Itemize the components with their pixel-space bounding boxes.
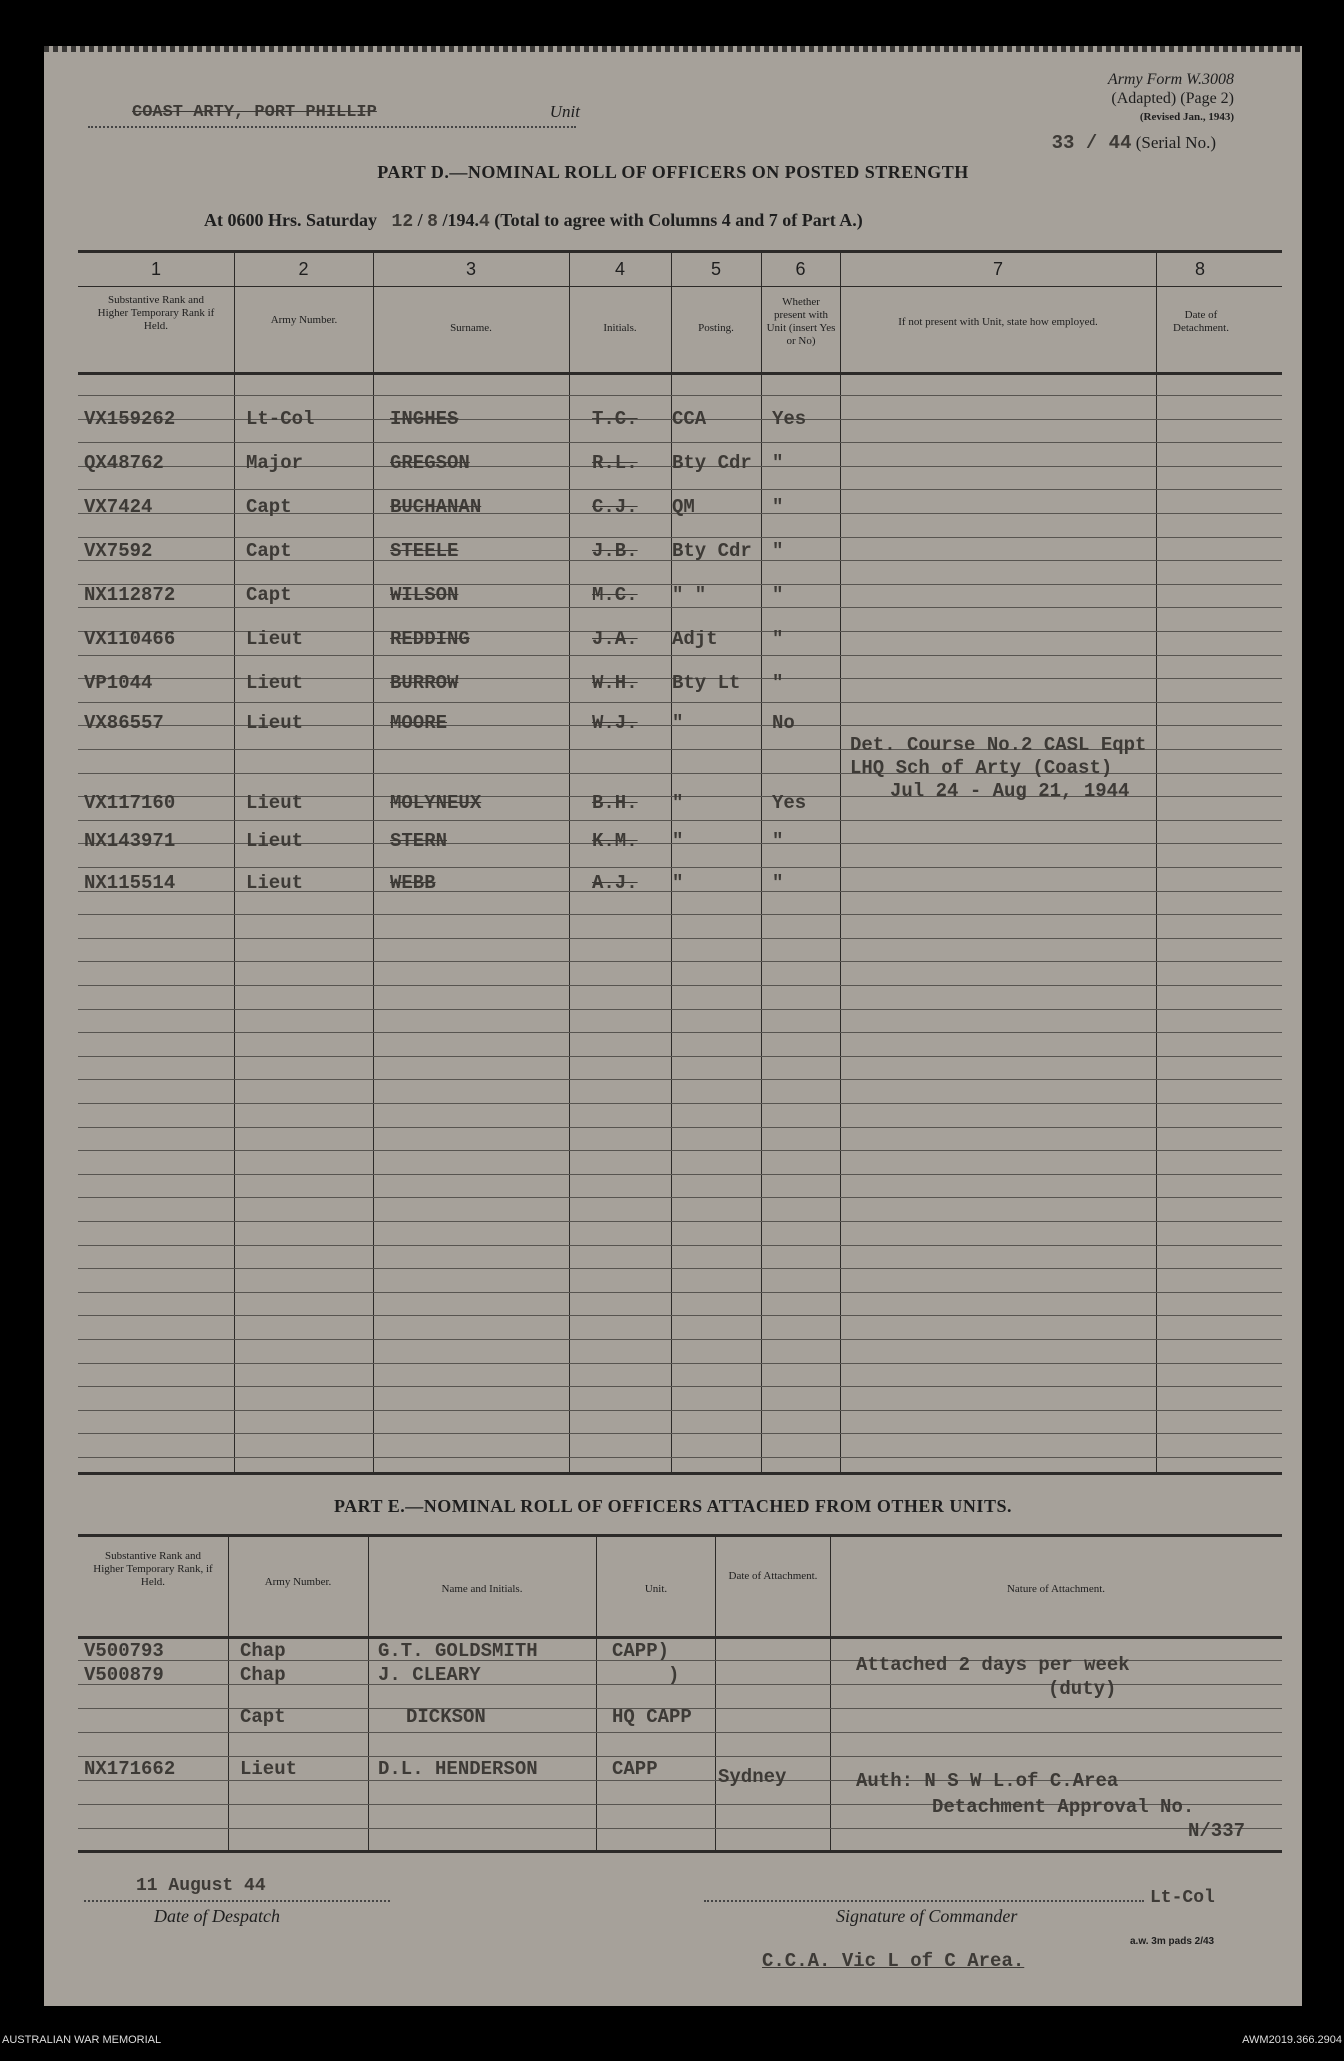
part-e-table: [44, 46, 1302, 1946]
col-2-header: Army Number.: [270, 314, 338, 326]
cell-rank: Lieut: [246, 628, 304, 650]
cell-rank: Chap: [240, 1664, 286, 1686]
cell-unit: HQ CAPP: [612, 1706, 692, 1728]
cell-name: G.T. GOLDSMITH: [378, 1640, 538, 1662]
commander-rank: Lt-Col: [1150, 1888, 1215, 1908]
henderson-note-line-1: Auth: N S W L.of C.Area: [856, 1770, 1119, 1792]
col-1-number: 1: [150, 259, 161, 279]
col-2-number: 2: [298, 259, 309, 279]
cell-posting: QM: [672, 496, 695, 518]
part-e-title: PART E.—NOMINAL ROLL OF OFFICERS ATTACHED FROM OTHER UNITS.: [334, 1496, 1012, 1516]
cell-posting: Bty Cdr: [672, 452, 752, 474]
cell-posting: " ": [672, 584, 707, 606]
cell-posting: CCA: [672, 408, 707, 430]
cell-posting: ": [672, 712, 684, 734]
col-3-header: Surname.: [450, 322, 492, 334]
cell-posting: ": [672, 872, 684, 894]
chap-note-line-2: (duty): [1048, 1678, 1117, 1700]
col-7-number: 7: [992, 259, 1003, 279]
cell-initials: M.C.: [592, 584, 638, 606]
cell-posting: ": [672, 792, 684, 814]
cell-number: VX86557: [84, 712, 164, 734]
cell-posting: Adjt: [672, 628, 718, 650]
cell-number: QX48762: [84, 452, 164, 474]
signature-line: [704, 1898, 1144, 1902]
cell-present: ": [772, 628, 784, 650]
col-7-header: If not present with Unit, state how employed.: [898, 316, 1098, 328]
cell-number: VX7424: [84, 496, 153, 518]
ruled-line: [78, 1756, 1282, 1757]
col-5-header: Posting.: [698, 322, 734, 334]
year-prefix: /194.: [442, 210, 479, 230]
serial-value: 33 / 44: [1051, 132, 1132, 154]
cell-unit: CAPP: [612, 1758, 658, 1780]
cell-number: NX143971: [84, 830, 176, 852]
cell-number: VX110466: [84, 628, 176, 650]
cell-rank: Capt: [240, 1706, 286, 1728]
cell-initials: K.M.: [592, 830, 638, 852]
cell-initials: T.C.: [592, 408, 638, 430]
cell-posting: Bty Cdr: [672, 540, 752, 562]
col-4-number: 4: [614, 259, 625, 279]
moore-note-line-3: Jul 24 - Aug 21, 1944: [890, 780, 1130, 802]
cell-unit: CAPP): [612, 1640, 670, 1662]
col-3-number: 3: [465, 259, 476, 279]
cell-rank: Chap: [240, 1640, 286, 1662]
cell-rank: Lieut: [246, 712, 304, 734]
col-5-number: 5: [710, 259, 721, 279]
cell-present: ": [772, 584, 784, 606]
cell-present: No: [772, 712, 795, 734]
cell-number: VP1044: [84, 672, 153, 694]
e-col-4-header: Unit.: [644, 1583, 668, 1595]
cell-surname: STERN: [390, 830, 448, 852]
cell-rank: Lieut: [246, 830, 304, 852]
cell-present: ": [772, 672, 784, 694]
part-d-date-line: At 0600 Hrs. Saturday 12 / 8 /194.4 (Total to agree with Columns 4 and 7 of Part A.): [204, 210, 863, 232]
cell-initials: A.J.: [592, 872, 638, 894]
cell-present: ": [772, 830, 784, 852]
cell-surname: WEBB: [390, 872, 436, 894]
form-title: Army Form W.3008: [1107, 71, 1234, 88]
e-col-3-header: Name and Initials.: [441, 1583, 523, 1595]
at-prefix: At 0600 Hrs. Saturday: [204, 210, 378, 230]
despatch-line: [84, 1898, 390, 1902]
cell-rank: Capt: [246, 496, 292, 518]
month-value: 8: [427, 212, 438, 232]
form-sheet: [44, 46, 1302, 2006]
cell-number: V500879: [84, 1664, 164, 1686]
henderson-note-line-3: N/337: [1188, 1820, 1246, 1842]
cell-surname: BUCHANAN: [390, 496, 482, 518]
cell-initials: J.B.: [592, 540, 638, 562]
cell-posting: Bty Lt: [672, 672, 741, 694]
ruled-line: [78, 1732, 1282, 1733]
col-8-number: 8: [1194, 259, 1205, 279]
print-code: a.w. 3m pads 2/43: [1130, 1936, 1215, 1947]
at-suffix: (Total to agree with Columns 4 and 7 of Part A.): [494, 210, 863, 230]
year-digit: 4: [478, 212, 490, 232]
cell-name: J. CLEARY: [378, 1664, 481, 1686]
cell-present: Yes: [772, 408, 807, 430]
cell-number: VX7592: [84, 540, 153, 562]
col-1-header: Substantive Rank and Higher Temporary Rank if Held.: [97, 294, 215, 332]
cell-surname: STEELE: [390, 540, 459, 562]
e-col-2-header: Army Number.: [264, 1576, 332, 1588]
day-value: 12: [391, 212, 414, 232]
cell-number: NX115514: [84, 872, 176, 894]
cell-name: DICKSON: [406, 1706, 486, 1728]
cell-surname: GREGSON: [390, 452, 470, 474]
cell-present: ": [772, 540, 784, 562]
unit-value: COAST ARTY, PORT PHILLIP: [132, 103, 377, 122]
henderson-note-line-2: Detachment Approval No.: [932, 1796, 1195, 1818]
chap-note-line-1: Attached 2 days per week: [856, 1654, 1130, 1676]
col-6-number: 6: [795, 259, 806, 279]
cell-present: ": [772, 496, 784, 518]
col-4-header: Initials.: [603, 322, 637, 334]
cell-initials: C.J.: [592, 496, 638, 518]
cell-surname: MOORE: [390, 712, 448, 734]
form-revised: (Revised Jan., 1943): [1139, 111, 1234, 123]
cell-rank: Lieut: [246, 792, 304, 814]
cell-number: VX117160: [84, 792, 176, 814]
signature-label: Signature of Commander: [836, 1906, 1018, 1926]
cell-initials: J.A.: [592, 628, 638, 650]
e-col-5-header: Date of Attachment.: [728, 1570, 818, 1582]
cell-initials: W.H.: [592, 672, 638, 694]
cell-rank: Lieut: [240, 1758, 298, 1780]
cell-rank: Lt-Col: [246, 408, 315, 430]
cell-rank: Lieut: [246, 872, 304, 894]
cell-rank: Capt: [246, 540, 292, 562]
cell-number: V500793: [84, 1640, 164, 1662]
col-8-header: Date of Detachment.: [1173, 309, 1229, 334]
cell-present: ": [772, 452, 784, 474]
despatch-date-value: 11 August 44: [136, 1876, 266, 1896]
cell-rank: Lieut: [246, 672, 304, 694]
cell-initials: W.J.: [592, 712, 638, 734]
despatch-date-label: Date of Despatch: [154, 1906, 280, 1926]
cell-number: VX159262: [84, 408, 176, 430]
moore-note-line-2: LHQ Sch of Arty (Coast): [850, 757, 1113, 779]
e-col-1-header: Substantive Rank and Higher Temporary Rank, if Held.: [93, 1550, 213, 1588]
cell-rank: Capt: [246, 584, 292, 606]
part-d-title: PART D.—NOMINAL ROLL OF OFFICERS ON POSTED STRENGTH: [377, 162, 969, 182]
cell-surname: REDDING: [390, 628, 470, 650]
commander-title: C.C.A. Vic L of C Area.: [762, 1950, 1025, 1972]
ruled-line: [78, 1828, 1282, 1829]
cell-present: Yes: [772, 792, 807, 814]
serial-label: (Serial No.): [1135, 133, 1216, 152]
cell-name: D.L. HENDERSON: [378, 1758, 538, 1780]
henderson-date: Sydney: [718, 1766, 787, 1788]
cell-unit: ): [668, 1664, 680, 1686]
footer-right: AWM2019.366.2904: [1242, 2034, 1342, 2046]
cell-surname: WILSON: [390, 584, 459, 606]
cell-rank: Major: [246, 452, 304, 474]
form-adapted: (Adapted) (Page 2): [1111, 90, 1234, 107]
cell-present: ": [772, 872, 784, 894]
cell-surname: MOLYNEUX: [390, 792, 482, 814]
cell-initials: B.H.: [592, 792, 638, 814]
e-col-6-header: Nature of Attachment.: [1006, 1583, 1106, 1595]
footer-left: AUSTRALIAN WAR MEMORIAL: [2, 2034, 162, 2046]
cell-number: NX112872: [84, 584, 176, 606]
cell-initials: R.L.: [592, 452, 638, 474]
cell-surname: INGHES: [390, 408, 459, 430]
unit-label: Unit: [549, 102, 580, 121]
cell-surname: BURROW: [390, 672, 459, 694]
cell-posting: ": [672, 830, 684, 852]
col-6-header: Whether present with Unit (insert Yes or No): [766, 296, 836, 347]
moore-note-line-1: Det. Course No.2 CASL Eqpt: [850, 734, 1147, 756]
cell-number: NX171662: [84, 1758, 176, 1780]
